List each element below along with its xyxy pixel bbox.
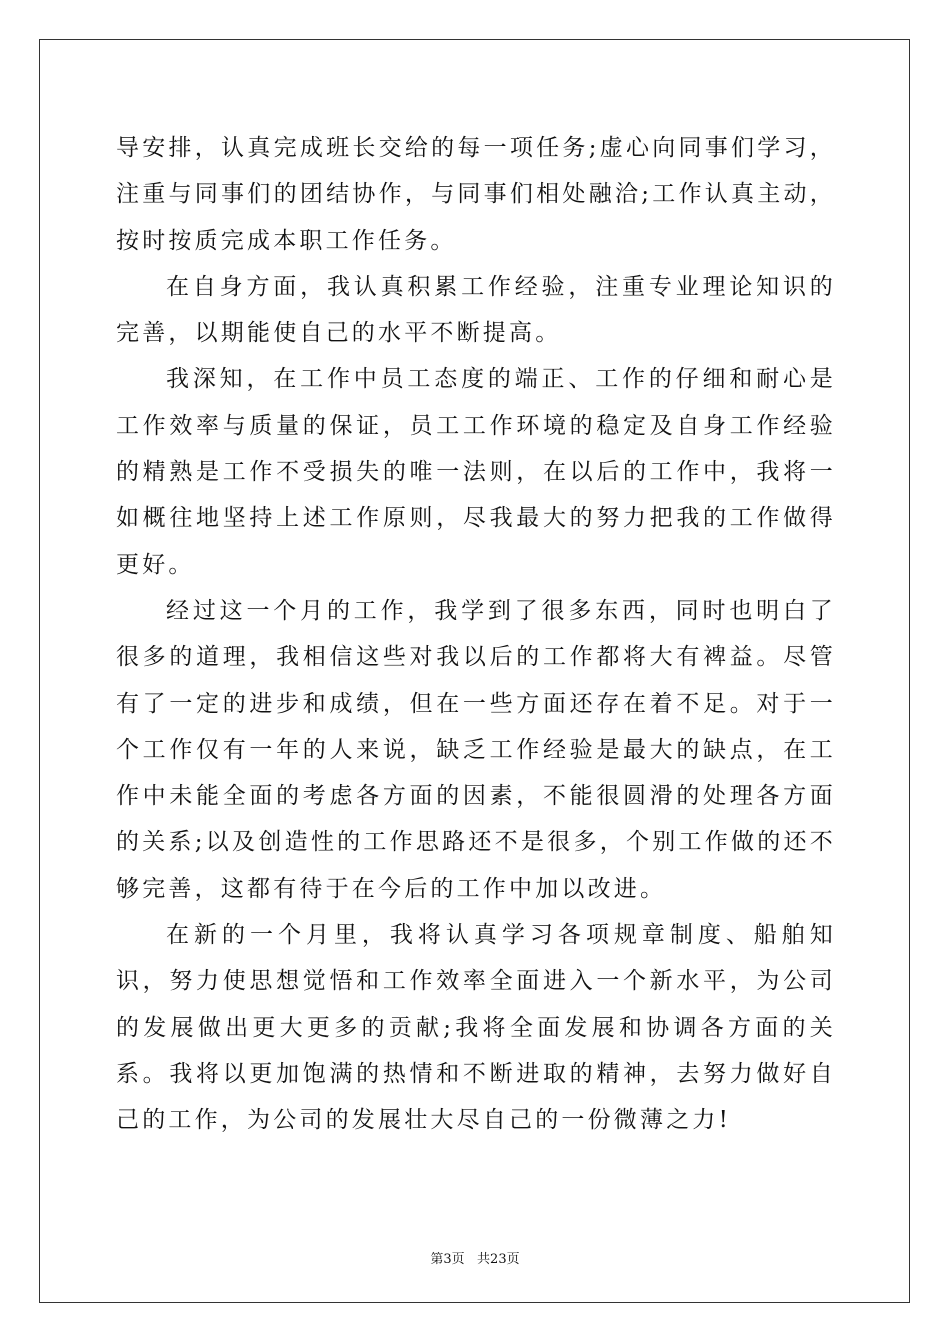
paragraph-5: 在新的一个月里，我将认真学习各项规章制度、船舶知识，努力使思想觉悟和工作效率全面进入一个新水平，为公司的发展做出更大更多的贡献;我将全面发展和协调各方面的关系。我将以更加饱满的热情和不断进取的精神，去努力做好自己的工作，为公司的发展壮大尽自己的一份微薄之力! <box>116 922 836 1134</box>
paragraph-4: 经过这一个月的工作，我学到了很多东西，同时也明白了很多的道理，我相信这些对我以后的工作都将大有裨益。尽管有了一定的进步和成绩，但在一些方面还存在着不足。对于一个工作仅有一年的人来说，缺乏工作经验是最大的缺点，在工作中未能全面的考虑各方面的因素，不能很圆滑的处理各方面的关系;以及创造性的工作思路还不是很多，个别工作做的还不够完善，这都有待于在今后的工作中加以改进。 <box>116 597 836 902</box>
paragraph-2: 在自身方面，我认真积累工作经验，注重专业理论知识的完善，以期能使自己的水平不断提高。 <box>116 273 836 347</box>
document-body <box>116 125 836 1144</box>
paragraph-3: 我深知，在工作中员工态度的端正、工作的仔细和耐心是工作效率与质量的保证，员工工作环境的稳定及自身工作经验的精熟是工作不受损失的唯一法则，在以后的工作中，我将一如概往地坚持上述工作原则，尽我最大的努力把我的工作做得更好。 <box>116 366 836 578</box>
page-number-footer: 第3页 共23页 <box>430 1252 520 1267</box>
paragraph-1: 导安排，认真完成班长交给的每一项任务;虚心向同事们学习，注重与同事们的团结协作，与同事们相处融洽;工作认真主动，按时按质完成本职工作任务。 <box>116 135 836 254</box>
